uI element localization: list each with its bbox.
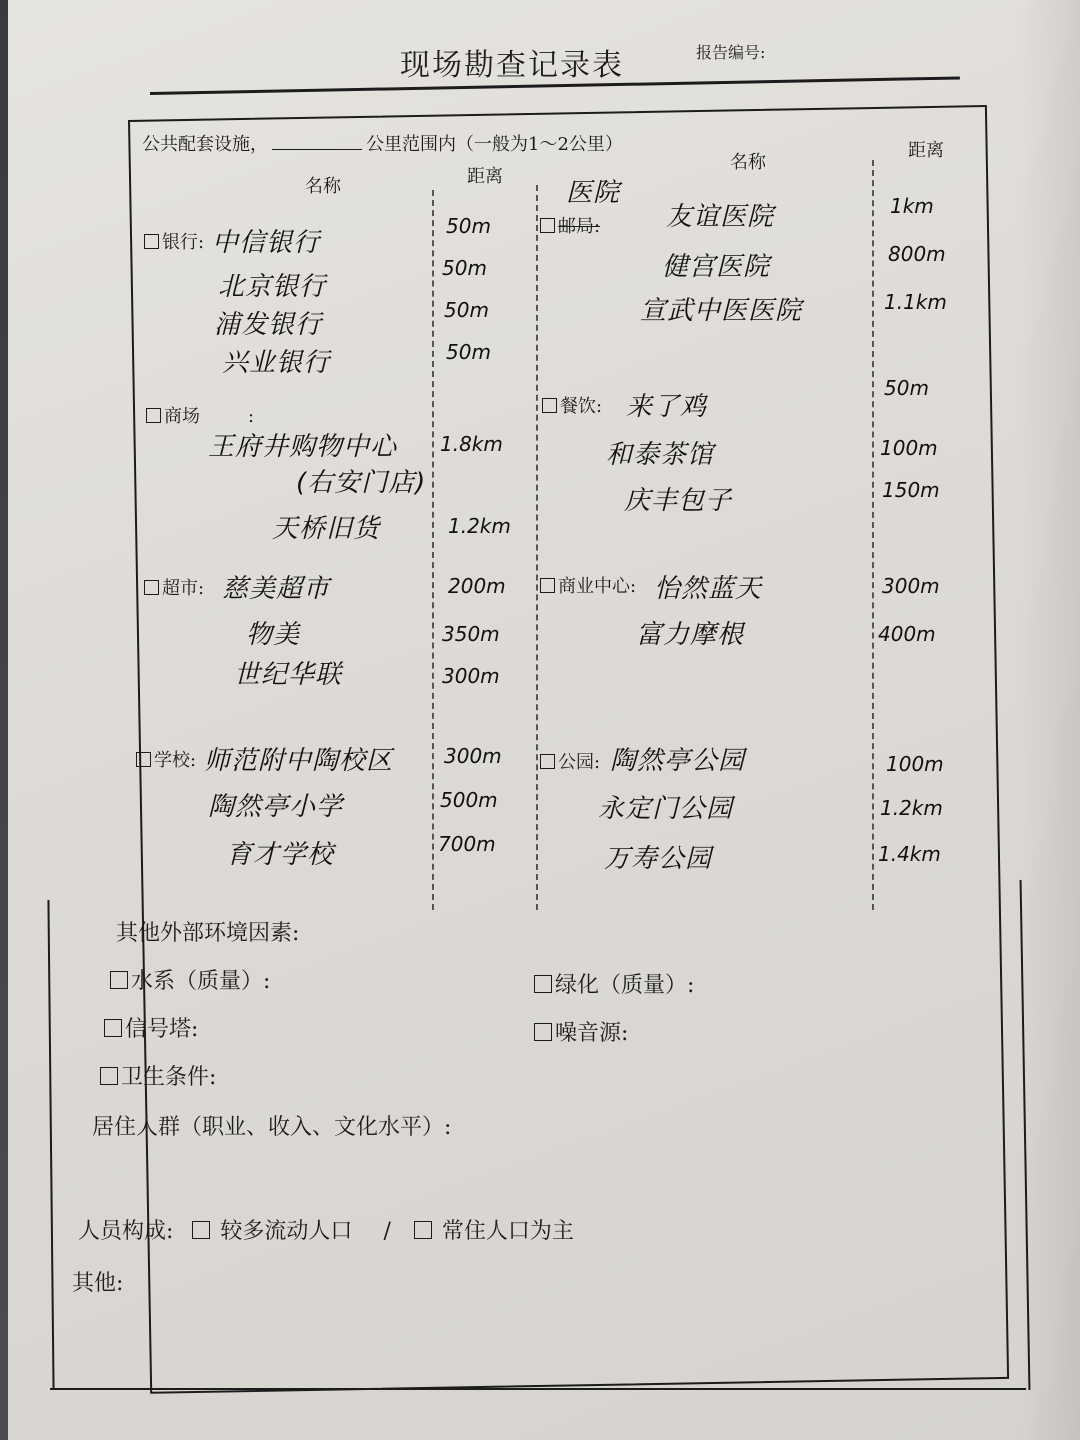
right-col-distance-header: 距离 — [908, 140, 944, 161]
school-checkbox[interactable] — [136, 752, 151, 767]
green-checkbox[interactable] — [534, 975, 552, 993]
green-label: 绿化（质量）: — [534, 968, 694, 999]
center-divider — [536, 185, 538, 910]
supermarket-name-3: 世纪华联 — [234, 660, 343, 690]
mall-checkbox[interactable] — [146, 408, 161, 423]
floating-population-checkbox[interactable] — [192, 1221, 210, 1239]
supermarket-distance-3: 300m — [442, 664, 500, 688]
intro-prefix: 公共配套设施， — [142, 134, 268, 155]
park-label: 公园: — [540, 748, 600, 774]
business-name-2: 富力摩根 — [636, 620, 745, 650]
floating-population-option: 较多流动人口 — [220, 1219, 353, 1244]
mall-label: 商场 : — [146, 402, 254, 428]
school-distance-3: 700m — [438, 832, 496, 856]
water-checkbox[interactable] — [110, 971, 128, 989]
supermarket-name-1: 慈美超市 — [222, 574, 331, 604]
paper-shadow — [1020, 0, 1080, 1440]
park-name-2: 永定门公园 — [598, 794, 734, 824]
intro-suffix: 公里范围内（一般为1～2公里） — [366, 134, 623, 155]
dining-distance-1: 50m — [884, 376, 929, 400]
tower-label: 信号塔: — [104, 1012, 198, 1043]
school-name-2: 陶然亭小学 — [208, 792, 344, 822]
bank-name-3: 浦发银行 — [214, 310, 323, 340]
sanitation-label: 卫生条件: — [100, 1060, 216, 1091]
mall-distance-1: 1.8km — [440, 432, 503, 456]
business-distance-1: 300m — [882, 574, 940, 598]
resident-population-checkbox[interactable] — [414, 1221, 432, 1239]
mall-name-1: 王府井购物中心 — [208, 432, 398, 462]
mall-name-3: 天桥旧货 — [272, 514, 381, 544]
bank-name-4: 兴业银行 — [222, 348, 331, 378]
frame-bottom-edge — [50, 1388, 1026, 1390]
park-distance-3: 1.4km — [878, 842, 941, 866]
other-label: 其他: — [72, 1271, 124, 1296]
left-col-name-header: 名称 — [305, 176, 341, 197]
dining-distance-3: 150m — [882, 478, 940, 502]
noise-label: 噪音源: — [534, 1016, 628, 1047]
hospital-distance-2: 800m — [888, 242, 946, 266]
bank-name-2: 北京银行 — [218, 272, 327, 302]
noise-checkbox[interactable] — [534, 1023, 552, 1041]
sanitation-checkbox[interactable] — [100, 1067, 118, 1085]
dining-distance-2: 100m — [880, 436, 938, 460]
park-checkbox[interactable] — [540, 754, 555, 769]
dining-checkbox[interactable] — [542, 398, 557, 413]
mall-distance-3: 1.2km — [448, 514, 511, 538]
external-heading: 其他外部环境因素: — [116, 921, 300, 946]
option-separator: / — [383, 1219, 391, 1244]
park-name-1: 陶然亭公园 — [610, 746, 746, 776]
dining-label: 餐饮: — [542, 392, 602, 418]
tower-checkbox[interactable] — [104, 1019, 122, 1037]
supermarket-distance-1: 200m — [448, 574, 506, 598]
hospital-distance-3: 1.1km — [884, 290, 947, 314]
business-center-label: 商业中心: — [540, 572, 636, 598]
hospital-override-label: 医院 — [566, 178, 621, 208]
hospital-distance-1: 1km — [890, 194, 934, 218]
bank-label: 银行: — [144, 228, 204, 254]
park-name-3: 万寿公园 — [604, 844, 713, 874]
post-office-checkbox[interactable] — [540, 218, 555, 233]
composition-row — [78, 1214, 574, 1245]
resident-population-option: 常住人口为主 — [441, 1219, 574, 1244]
supermarket-checkbox[interactable] — [144, 580, 159, 595]
bank-distance-2: 50m — [442, 256, 487, 280]
mall-name-2: (右安门店) — [296, 468, 427, 498]
left-col-distance-header: 距离 — [467, 166, 503, 187]
supermarket-distance-2: 350m — [442, 622, 500, 646]
supermarket-name-2: 物美 — [246, 620, 301, 650]
bank-distance-3: 50m — [444, 298, 489, 322]
post-office-label: 邮局: — [540, 212, 600, 238]
composition-label: 人员构成: — [78, 1219, 174, 1244]
report-number-label: 报告编号: — [696, 43, 766, 62]
supermarket-label: 超市: — [144, 574, 204, 600]
hospital-name-1: 友谊医院 — [666, 202, 775, 232]
right-distance-divider — [872, 160, 874, 910]
hospital-name-3: 宣武中医医院 — [640, 296, 803, 326]
dining-name-2: 和泰茶馆 — [606, 440, 715, 470]
school-distance-1: 300m — [444, 744, 502, 768]
dining-name-1: 来了鸡 — [626, 392, 708, 422]
bank-name-1: 中信银行 — [212, 228, 321, 258]
park-distance-2: 1.2km — [880, 796, 943, 820]
business-name-1: 怡然蓝天 — [654, 574, 763, 604]
residents-label: 居住人群（职业、收入、文化水平）: — [92, 1115, 452, 1140]
water-label: 水系（质量）: — [110, 964, 270, 995]
hospital-name-2: 健宫医院 — [662, 252, 771, 282]
km-blank[interactable] — [272, 135, 362, 150]
form-title: 现场勘查记录表 — [400, 48, 624, 83]
left-distance-divider — [432, 190, 434, 910]
intro-line — [142, 130, 623, 156]
bank-distance-1: 50m — [446, 214, 491, 238]
park-distance-1: 100m — [886, 752, 944, 776]
business-distance-2: 400m — [878, 622, 936, 646]
right-col-name-header: 名称 — [730, 152, 766, 173]
school-distance-2: 500m — [440, 788, 498, 812]
business-center-checkbox[interactable] — [540, 578, 555, 593]
dining-name-3: 庆丰包子 — [624, 486, 733, 516]
school-name-3: 育才学校 — [226, 840, 335, 870]
school-label: 学校: — [136, 746, 196, 772]
bank-checkbox[interactable] — [144, 234, 159, 249]
bank-distance-4: 50m — [446, 340, 491, 364]
school-name-1: 师范附中陶校区 — [204, 746, 394, 776]
